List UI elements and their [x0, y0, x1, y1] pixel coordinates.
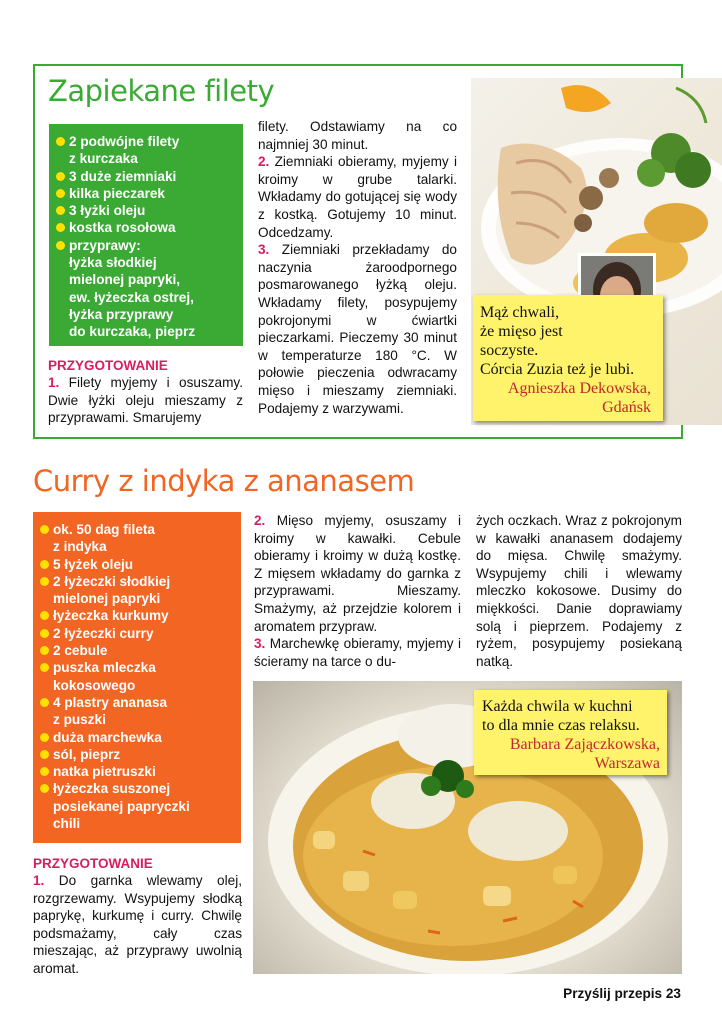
bullet-icon: [40, 646, 49, 655]
recipe2-quote-text: Każda chwila w kuchni to dla mnie czas relaksu.: [482, 698, 640, 734]
ingredient-text: 2 łyżeczki słodkiej mielonej papryki: [53, 573, 171, 607]
recipe1-step2-text: Ziemniaki obieramy, myjemy i kroimy w grube talarki. Wkładamy do gotującej się wody z kostką. Gotujemy 10 minut. Odcedzamy.: [258, 154, 457, 240]
recipe2-step3-number: 3.: [254, 636, 266, 652]
bullet-icon: [56, 206, 65, 215]
page-footer: Przyślij przepis 23: [563, 986, 681, 1001]
ingredient-text: sól, pieprz: [53, 746, 121, 762]
ingredient-item: [40, 763, 235, 780]
ingredient-text: duża marchewka: [53, 729, 162, 745]
bullet-icon: [56, 241, 65, 250]
recipe1-steps-column: [258, 118, 457, 417]
recipe1-step1-continued: filety. Odstawiamy na co najmniej 30 minut.: [258, 119, 457, 152]
bullet-icon: [40, 784, 49, 793]
recipe2-prep-heading: PRZYGOTOWANIE: [33, 856, 153, 871]
recipe1-prep-heading: PRZYGOTOWANIE: [48, 358, 168, 373]
ingredient-text: przyprawy: łyżka słodkiej mielonej papryki, ew. łyżeczka ostrej, łyżka przyprawy do kurczaka, pieprz: [69, 237, 196, 340]
ingredient-text: 3 duże ziemniaki: [69, 168, 177, 184]
recipe2-step2-number: 2.: [254, 513, 266, 528]
ingredient-text: łyżeczka kurkumy: [53, 608, 169, 624]
recipe1-title: Zapiekane filety: [48, 74, 275, 108]
recipe2-step1-column: [33, 872, 242, 978]
ingredient-item: [40, 729, 235, 746]
ingredient-item: [56, 133, 237, 168]
ingredient-text: 5 łyżek oleju: [53, 556, 134, 572]
ingredient-text: 3 łyżki oleju: [69, 203, 146, 219]
ingredient-text: puszka mleczka kokosowego: [53, 660, 156, 693]
recipe2-ingredients-box: [33, 512, 241, 843]
recipe1-step1-text: Filety myjemy i osuszamy. Dwie łyżki oleju mieszamy z przyprawami. Smarujemy: [48, 375, 243, 426]
ingredient-item: [40, 556, 235, 573]
recipe1-quote-note: [473, 295, 663, 421]
ingredient-text: 4 plastry ananasa z puszki: [53, 694, 168, 728]
bullet-icon: [40, 750, 49, 759]
recipe1-step3-number: 3.: [258, 242, 270, 258]
recipe1-quote-author: Agnieszka Dekowska, Gdańsk: [507, 380, 651, 416]
bullet-icon: [56, 172, 65, 181]
bullet-icon: [40, 525, 49, 534]
recipe2-quote-author: Barbara Zajączkowska, Warszawa: [509, 736, 660, 772]
bullet-icon: [56, 137, 65, 146]
ingredient-item: [40, 659, 235, 694]
ingredient-text: kostka rosołowa: [69, 220, 176, 236]
recipe2-step3-text: Marchewkę obieramy, myjemy i ścieramy na tarce o du-: [254, 636, 461, 669]
ingredient-text: kilka pieczarek: [69, 185, 165, 201]
bullet-icon: [40, 629, 49, 638]
ingredient-item: [56, 237, 237, 341]
recipe2-step2-text: Mięso myjemy, osuszamy i kroimy w kawałki. Cebule obieramy i kroimy w dużą kostkę. Z mięsem wkładamy do garnka z przyprawami. Mieszamy. Smażymy, aż przejdzie kolorem i aromatem przypraw.: [254, 513, 461, 634]
ingredient-text: natka pietruszki: [53, 764, 156, 780]
ingredient-text: 2 łyżeczki curry: [53, 625, 154, 641]
bullet-icon: [56, 223, 65, 232]
recipe2-ingredient-list: [40, 521, 235, 832]
ingredient-item: [40, 625, 235, 642]
ingredient-item: [40, 780, 235, 832]
bullet-icon: [40, 767, 49, 776]
recipe2-quote-note: [474, 690, 667, 775]
recipe2-step1-text: Do garnka wlewamy olej, rozgrzewamy. Wsypujemy słodką paprykę, kurkumę i curry. Chwilę podsmażamy, cały czas mieszając, aż przyprawy uwolnią aromat.: [33, 873, 242, 976]
recipe2-step3-continued-column: [476, 512, 682, 670]
recipe2-step3-continued: żych oczkach. Wraz z pokrojonym w kawałki ananasem dodajemy do mięsa. Chwilę smażymy. Wsypujemy chili i wlewamy mleczko kokosowe. Dusimy do miękkości. Danie doprawiamy solą i pieprzem. Podajemy z ryżem, posypujemy posiekaną natką.: [476, 513, 682, 669]
ingredient-item: [40, 746, 235, 763]
ingredient-text: 2 cebule: [53, 643, 108, 659]
recipe1-ingredients-box: [49, 124, 243, 346]
recipe1-step1-number: 1.: [48, 375, 60, 390]
ingredient-text: ok. 50 dag fileta z indyka: [53, 522, 155, 555]
recipe2-step2-column: [254, 512, 461, 670]
ingredient-item: [40, 694, 235, 729]
ingredient-text: łyżeczka suszonej posiekanej papryczki chili: [53, 781, 190, 832]
ingredient-item: [56, 219, 237, 236]
bullet-icon: [40, 698, 49, 707]
ingredient-item: [56, 168, 237, 185]
bullet-icon: [40, 577, 49, 586]
ingredient-item: [56, 202, 237, 219]
bullet-icon: [40, 733, 49, 742]
ingredient-item: [40, 521, 235, 556]
bullet-icon: [40, 611, 49, 620]
recipe1-quote-text: Mąż chwali, że mięso jest soczyste. Córcia Zuzia też je lubi.: [480, 304, 635, 378]
ingredient-item: [40, 573, 235, 608]
ingredient-item: [40, 607, 235, 624]
ingredient-text: 2 podwójne filety z kurczaka: [69, 134, 180, 167]
recipe1-ingredient-list: [56, 133, 237, 341]
ingredient-item: [40, 642, 235, 659]
recipe1-step3-text: Ziemniaki przekładamy do naczynia żaroodpornego posmarowanego łyżką oleju. Wkładamy filety, posypujemy pokrojonymi w ćwiartki pieczarkami. Pieczemy 30 minut w temperaturze 180 °C. W połowie pieczenia odwracamy mięso i mieszamy ziemniaki. Podajemy z warzywami.: [258, 242, 457, 416]
recipe1-step2-number: 2.: [258, 154, 270, 170]
recipe2-step1-number: 1.: [33, 873, 45, 888]
ingredient-item: [56, 185, 237, 202]
bullet-icon: [56, 189, 65, 198]
recipe2-title: Curry z indyka z ananasem: [33, 464, 415, 498]
recipe1-step1-column: [48, 374, 243, 427]
bullet-icon: [40, 663, 49, 672]
bullet-icon: [40, 560, 49, 569]
